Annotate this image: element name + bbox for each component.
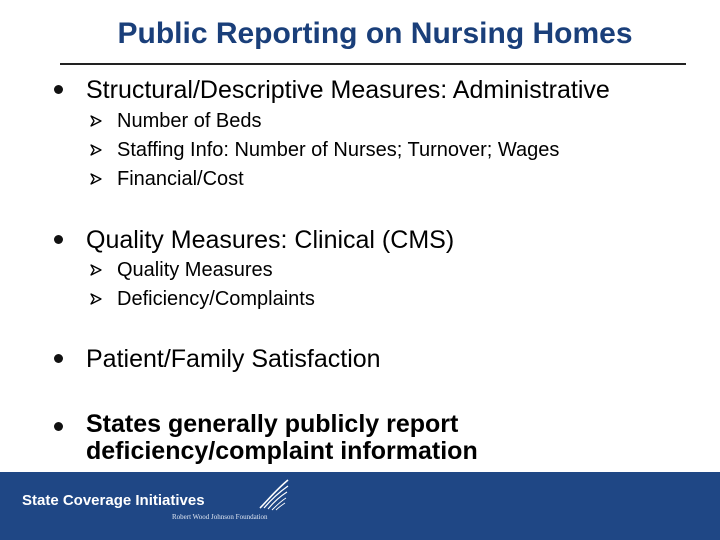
bullet-dot-icon — [54, 354, 63, 363]
bullet-dot-icon — [54, 85, 63, 94]
bullet-text: Patient/Family Satisfaction — [86, 345, 381, 373]
arrowhead-bullet-icon — [90, 115, 102, 127]
arrowhead-bullet-icon — [90, 293, 102, 305]
title-divider — [60, 63, 686, 65]
arrowhead-bullet-icon — [90, 264, 102, 276]
arrowhead-bullet-icon — [90, 173, 102, 185]
bullet-text-line1: States generally publicly report — [86, 410, 459, 438]
sub-bullet-text: Staffing Info: Number of Nurses; Turnover; Wages — [117, 139, 560, 161]
footer-band — [0, 472, 720, 540]
bullet-text: Quality Measures: Clinical (CMS) — [86, 226, 455, 254]
sub-bullet-text: Quality Measures — [117, 259, 273, 281]
bullet-text: Structural/Descriptive Measures: Administrative — [86, 76, 610, 104]
footer-brand: State Coverage Initiatives — [22, 492, 205, 509]
bullet-text-line2: deficiency/complaint information — [86, 437, 478, 465]
bullet-dot-icon — [54, 422, 63, 431]
arrowhead-bullet-icon — [90, 144, 102, 156]
footer-foundation: Robert Wood Johnson Foundation — [172, 513, 268, 521]
sub-bullet-text: Deficiency/Complaints — [117, 288, 315, 310]
bird-wing-logo-icon — [258, 478, 290, 512]
sub-bullet-text: Financial/Cost — [117, 168, 244, 190]
sub-bullet-text: Number of Beds — [117, 110, 262, 132]
bullet-dot-icon — [54, 235, 63, 244]
slide-title: Public Reporting on Nursing Homes — [117, 17, 633, 50]
